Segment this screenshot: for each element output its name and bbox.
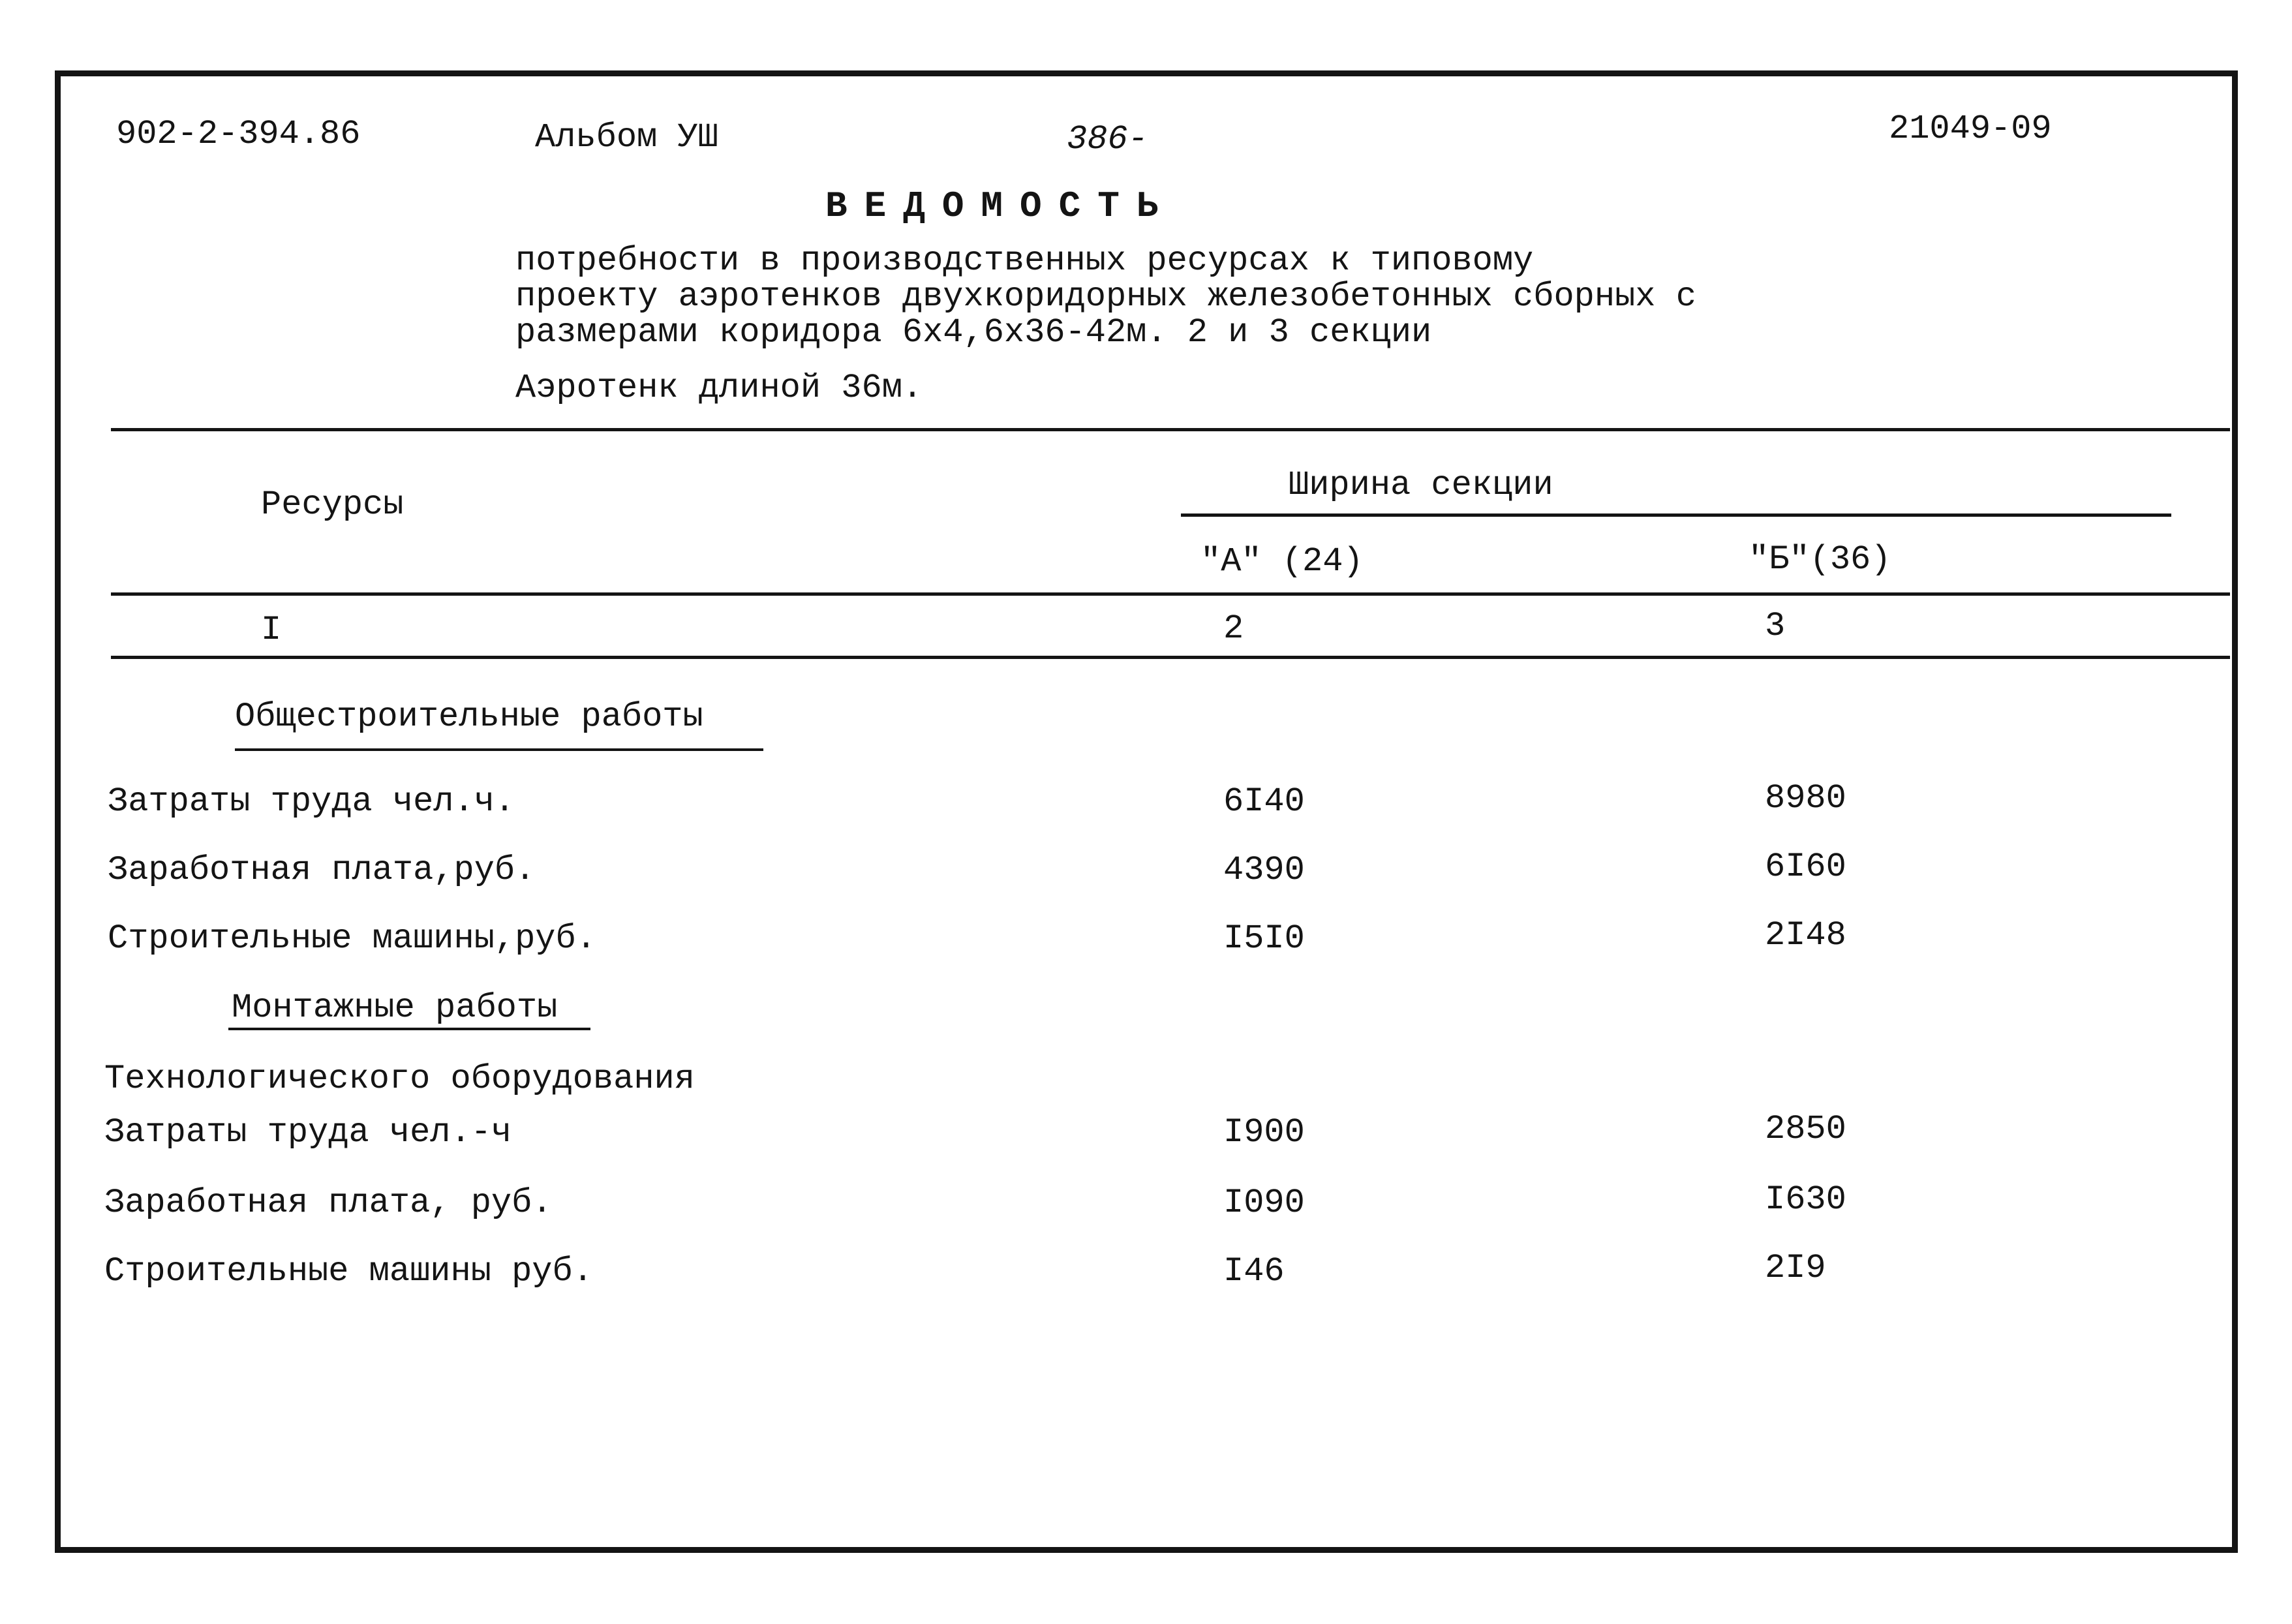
column-header-section-width: Ширина секции: [1289, 466, 1553, 504]
row-value-a: I46: [1223, 1252, 1285, 1291]
row-value-b: I630: [1765, 1180, 1846, 1219]
section-heading-underline: [228, 1028, 590, 1030]
row-value-a: I5I0: [1223, 919, 1305, 958]
column-header-b: "Б"(36): [1749, 540, 1891, 579]
document-title: ВЕДОМОСТЬ: [825, 185, 1176, 227]
row-value-b: 2I9: [1765, 1249, 1826, 1287]
column-number-1: I: [261, 611, 282, 649]
row-value-a: 6I40: [1223, 782, 1305, 821]
row-value-b: 8980: [1765, 779, 1846, 818]
section-heading-underline: [235, 748, 763, 751]
row-label: Строительные машины руб.: [104, 1252, 593, 1291]
row-value-b: 2850: [1765, 1110, 1846, 1148]
row-value-a: 4390: [1223, 851, 1305, 889]
column-header-a: "А" (24): [1200, 542, 1364, 581]
table-top-rule: [111, 428, 2230, 431]
section-heading-installation: Монтажные работы: [232, 988, 558, 1027]
document-code: 21049-09: [1889, 110, 2052, 148]
group-header-rule: [1181, 513, 2171, 517]
section-heading-general: Общестроительные работы: [235, 697, 703, 736]
numbering-bottom-rule: [111, 656, 2230, 659]
album-label: Альбом УШ: [535, 118, 718, 157]
row-value-b: 6I60: [1765, 848, 1846, 886]
section-subheading: Технологического оборудования: [104, 1060, 695, 1098]
doc-number: 902-2-394.86: [116, 115, 361, 153]
subtitle-line-3: размерами коридора 6х4,6х36-42м. 2 и 3 секции: [515, 313, 1432, 352]
page-number: 386-: [1067, 120, 1148, 159]
row-value-a: I900: [1223, 1113, 1305, 1152]
row-value-b: 2I48: [1765, 916, 1846, 955]
row-label: Затраты труда чел.ч.: [108, 782, 515, 821]
row-value-a: I090: [1223, 1184, 1305, 1222]
header-bottom-rule: [111, 592, 2230, 596]
subtitle-line-1: потребности в производственных ресурсах к типовому: [515, 241, 1534, 280]
subtitle-line-4: Аэротенк длиной 36м.: [515, 369, 923, 407]
row-label: Затраты труда чел.-ч: [104, 1113, 512, 1152]
column-header-resources: Ресурсы: [261, 485, 404, 524]
subtitle-line-2: проекту аэротенков двухкоридорных железобетонных сборных с: [515, 277, 1696, 316]
row-label: Заработная плата, руб.: [104, 1184, 553, 1222]
column-number-2: 2: [1223, 609, 1244, 648]
column-number-3: 3: [1765, 607, 1786, 645]
row-label: Строительные машины,руб.: [108, 919, 596, 958]
row-label: Заработная плата,руб.: [108, 851, 536, 889]
